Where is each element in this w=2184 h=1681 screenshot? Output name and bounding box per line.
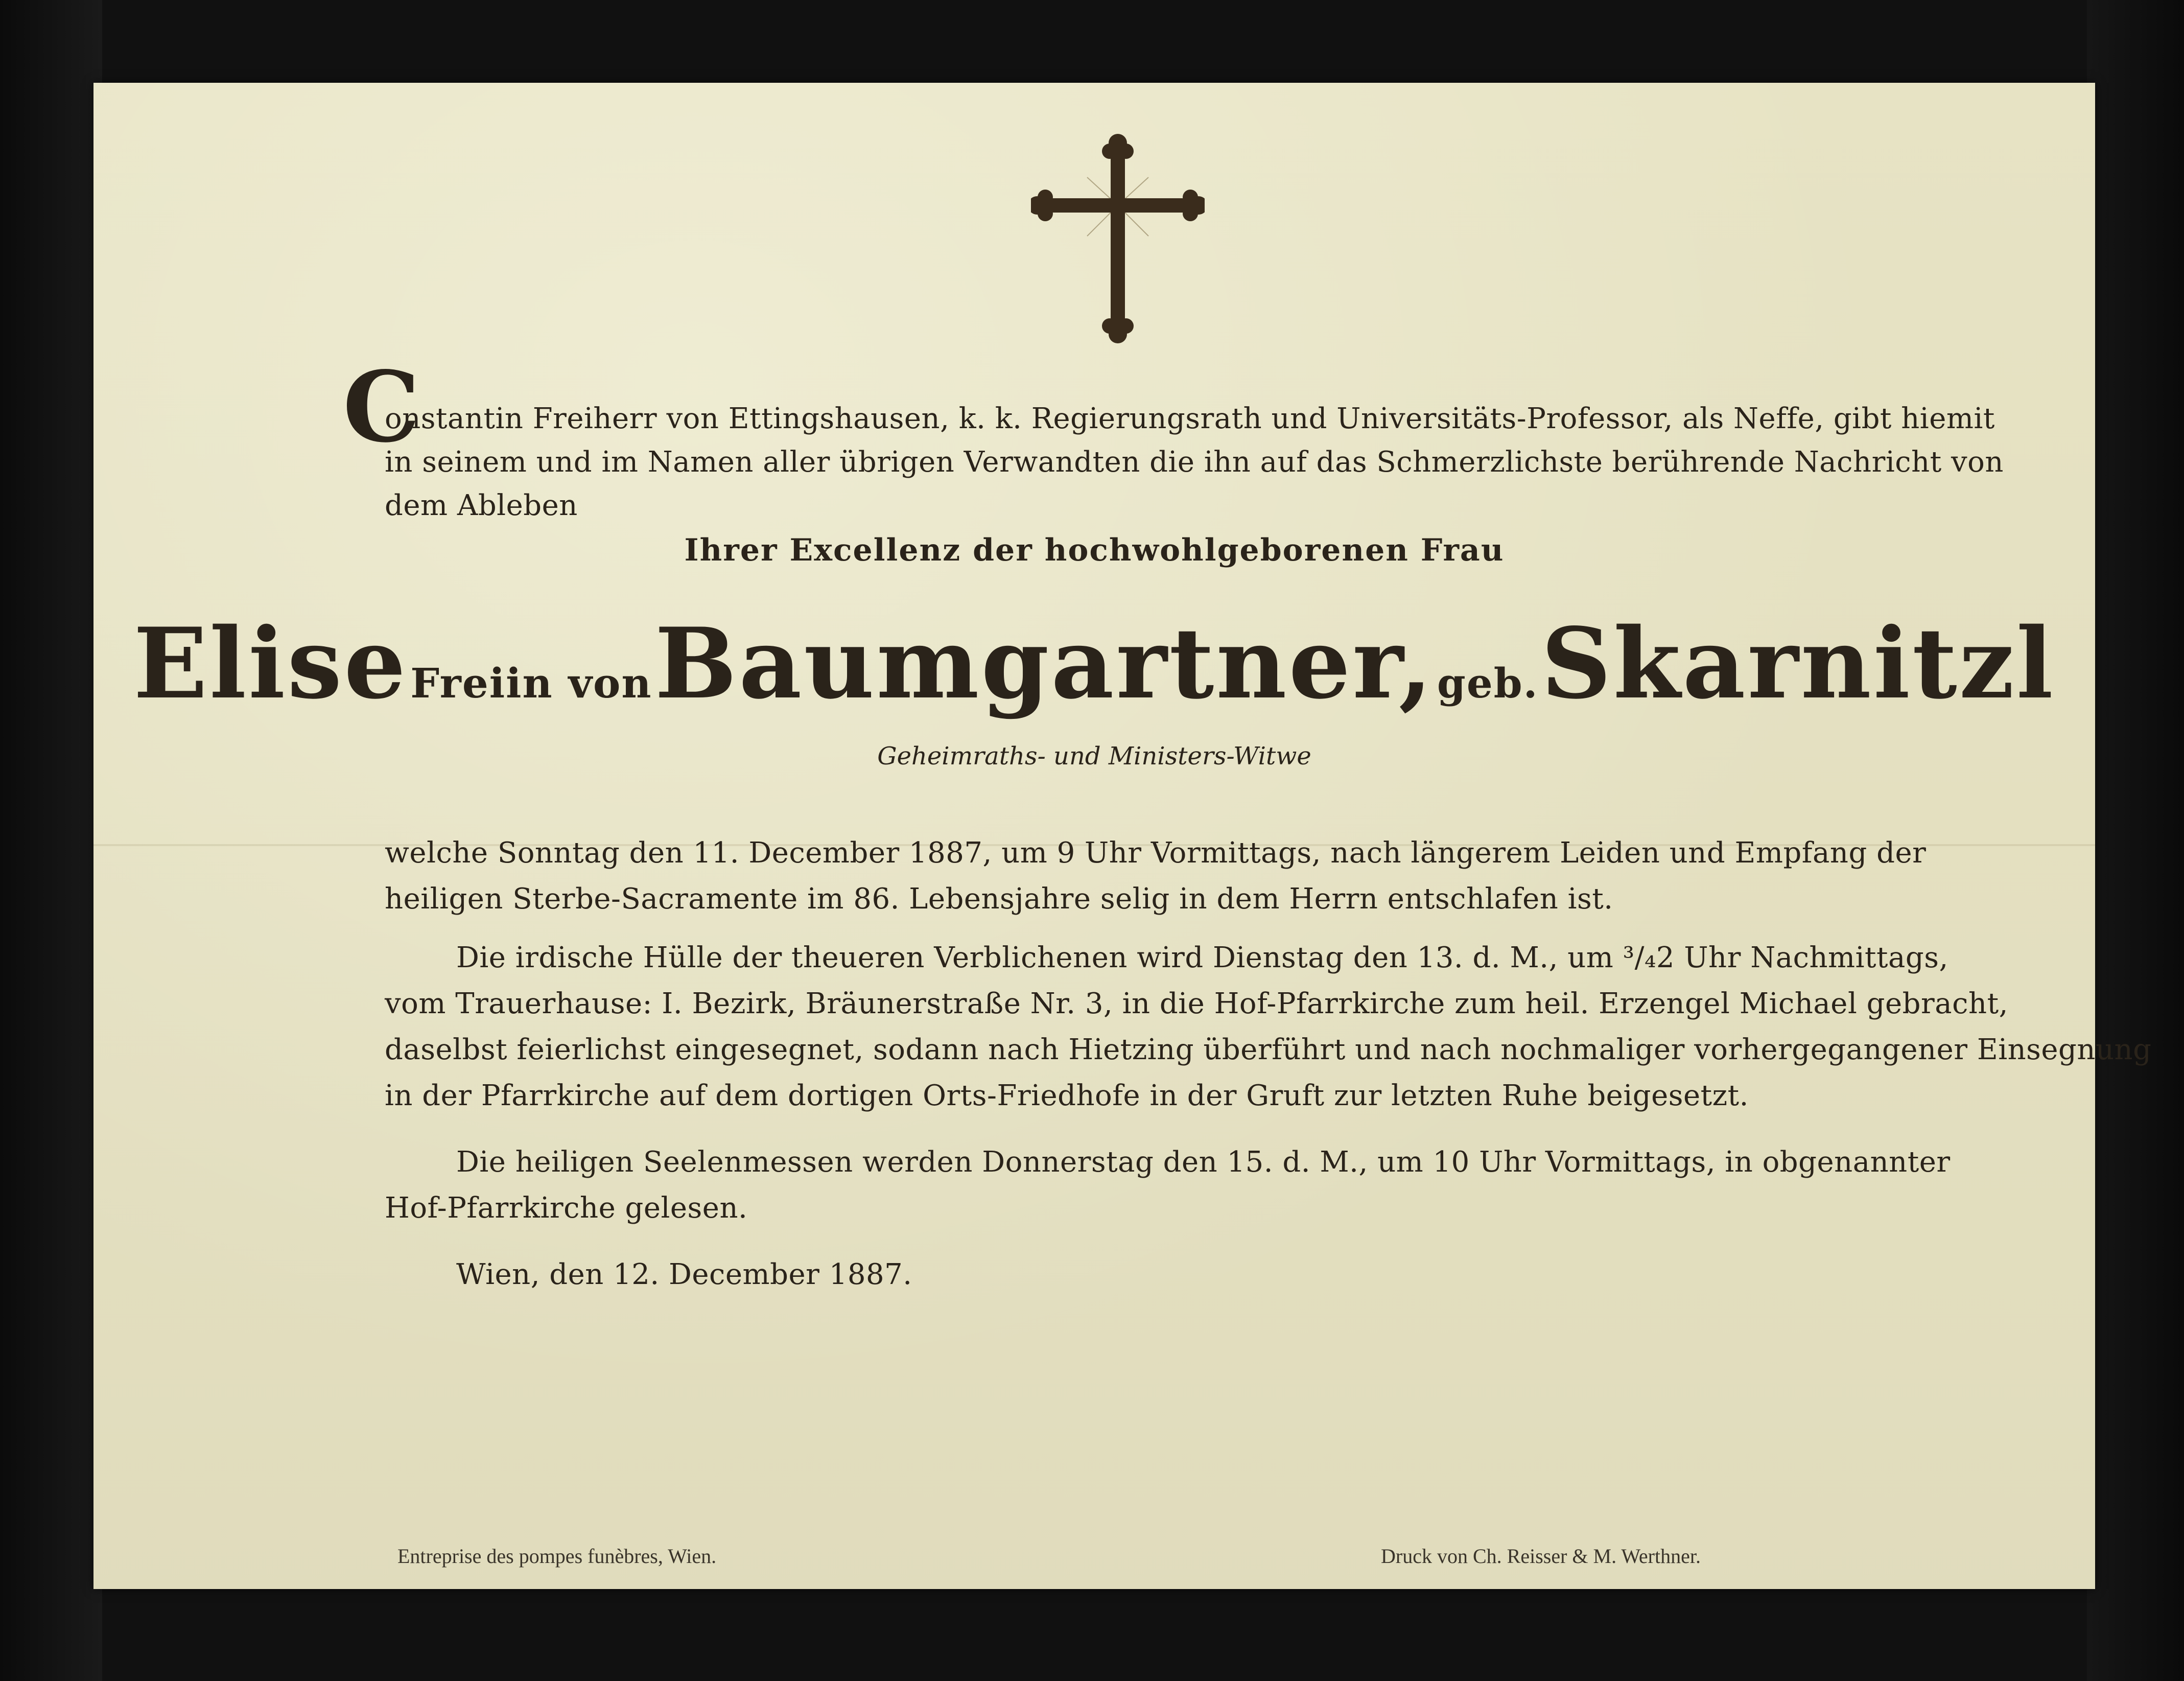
- paragraph2-line-1: Die irdische Hülle der theueren Verblichenen wird Dienstag den 13. d. M., um ³/₄2 Uhr Nachmittags,: [456, 941, 1948, 974]
- paragraph2-line-2: vom Trauerhause: I. Bezirk, Bräunerstraße Nr. 3, in die Hof-Pfarrkirche zum heil. Erzengel Michael gebracht,: [385, 987, 2008, 1020]
- footer-printer: Druck von Ch. Reisser & M. Werthner.: [1381, 1545, 1701, 1568]
- nee-label: geb.: [1437, 659, 1539, 707]
- maiden-name: Skarnitzl: [1541, 606, 2055, 720]
- paragraph2-line-3: daselbst feierlichst eingesegnet, sodann nach Hietzing überführt und nach nochmaliger vorhergegangener Einsegnung: [385, 1033, 2152, 1066]
- paragraph2-line-4: in der Pfarrkirche auf dem dortigen Orts-Friedhofe in der Gruft zur letzten Ruhe beigesetzt.: [385, 1079, 1749, 1112]
- deceased-name: [93, 606, 2095, 720]
- opening-line-1: onstantin Freiherr von Ettingshausen, k. k. Regierungsrath und Universitäts-Professor, als Neffe, gibt hiemit: [385, 402, 1995, 435]
- dateline: Wien, den 12. December 1887.: [456, 1258, 912, 1291]
- death-notice-sheet: [93, 83, 2152, 1589]
- paragraph1-line-1: welche Sonntag den 11. December 1887, um 9 Uhr Vormittags, nach längerem Leiden und Empfang der: [385, 836, 1927, 870]
- noble-title: Freiin von: [410, 659, 652, 707]
- background-right: [2087, 0, 2184, 1681]
- cross-icon: [1031, 129, 1205, 343]
- paragraph1-line-2: heiligen Sterbe-Sacramente im 86. Lebensjahre selig in dem Herrn entschlafen ist.: [385, 882, 1613, 916]
- opening-line-2: in seinem und im Namen aller übrigen Verwandten die ihn auf das Schmerzlichste berührende Nachricht von: [385, 446, 2004, 479]
- decorative-initial: C: [343, 350, 420, 464]
- widow-subtitle: Geheimraths- und Ministers-Witwe: [877, 742, 1311, 771]
- footer-undertaker: Entreprise des pompes funèbres, Wien.: [397, 1545, 717, 1568]
- opening-line-3: dem Ableben: [385, 489, 578, 522]
- surname: Baumgartner,: [654, 606, 1435, 720]
- paragraph3-line-1: Die heiligen Seelenmessen werden Donnerstag den 15. d. M., um 10 Uhr Vormittags, in obgenannter: [456, 1146, 1951, 1179]
- background-left: [0, 0, 102, 1681]
- first-name: Elise: [133, 606, 408, 720]
- paragraph3-line-2: Hof-Pfarrkirche gelesen.: [385, 1192, 748, 1225]
- honorific-line: Ihrer Excellenz der hochwohlgeborenen Frau: [684, 532, 1505, 568]
